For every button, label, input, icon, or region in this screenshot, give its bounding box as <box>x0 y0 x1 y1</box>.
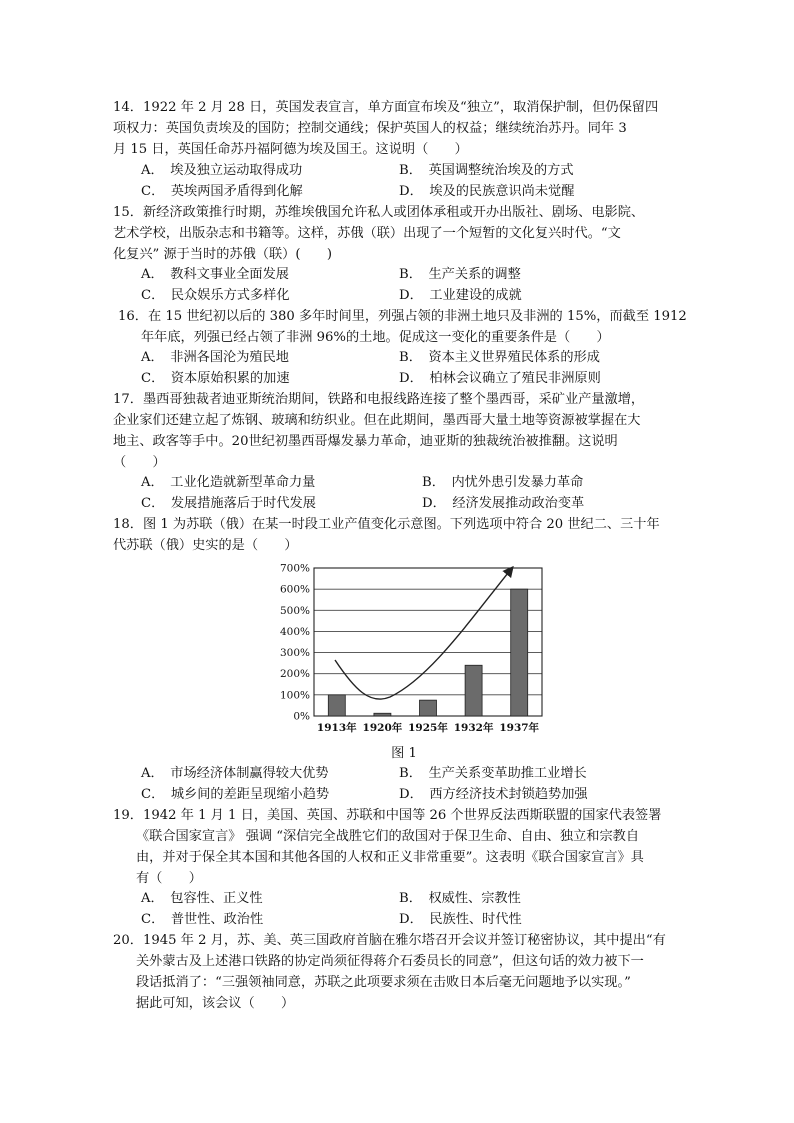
question-17 <box>113 389 683 473</box>
question-line: 14．1922 年 2 月 28 日，英国发表宣言，单方面宣布埃及“独立”，取消保护制，但仍保留四 <box>113 100 659 115</box>
x-tick-label: 1925年 <box>408 722 448 734</box>
bar <box>328 695 345 716</box>
plot-frame <box>314 568 542 716</box>
y-tick-label: 0% <box>293 710 310 723</box>
x-tick-label: 1937年 <box>499 722 540 734</box>
question-line: 企业家们还建立起了炼钢、玻璃和纺织业。但在此期间，墨西哥大量土地等资源被掌握在大 <box>113 413 641 428</box>
option-d[interactable]: D． 民族性、时代性 <box>399 912 522 927</box>
option-a[interactable]: A． 包容性、正义性 <box>141 891 263 906</box>
question-line: 年年底，列强已经占领了非洲 96%的土地。促成这一变化的重要条件是（ ） <box>141 330 610 345</box>
option-c[interactable]: C． 发展措施落后于时代发展 <box>141 496 316 511</box>
question-line: 18．图 1 为苏联（俄）在某一时段工业产值变化示意图。下列选项中符合 20 世纪二、三十年 <box>113 517 660 532</box>
question-18 <box>113 514 683 556</box>
figure-caption: 图 1 <box>391 746 417 761</box>
question-line: 段话抵消了：“三强领袖同意，苏联之此项要求须在击败日本后毫无问题地予以实现。” <box>136 975 631 990</box>
question-line: 20．1945 年 2 月，苏、美、英三国政府首脑在雅尔塔召开会议并签订秘密协议，其中提出“有 <box>113 933 666 948</box>
question-16 <box>118 306 688 348</box>
question-line: 地主、政客等手中。20世纪初墨西哥爆发暴力革命，迪亚斯的独裁统治被推翻。这说明 <box>113 434 618 449</box>
question-line: 化复兴” 源于当时的苏俄（联）( ) <box>113 247 333 262</box>
option-a[interactable]: A． 教科文事业全面发展 <box>141 267 289 282</box>
option-a[interactable]: A． 非洲各国沦为殖民地 <box>141 350 289 365</box>
question-15-options <box>141 264 681 306</box>
option-b[interactable]: B． 资本主义世界殖民体系的形成 <box>399 350 600 365</box>
y-tick-label: 100% <box>280 689 310 702</box>
x-tick-label: 1920年 <box>362 722 403 734</box>
question-line: 16．在 15 世纪初以后的 380 多年时间里，列强占领的非洲土地只及非洲的 15%，而截至 1912 <box>118 309 687 324</box>
question-20 <box>113 930 683 1014</box>
option-c[interactable]: C． 城乡间的差距呈现缩小趋势 <box>141 787 330 802</box>
trend-arrow <box>335 568 512 699</box>
option-b[interactable]: B． 内忧外患引发暴力革命 <box>422 475 584 490</box>
option-c[interactable]: C． 英埃两国矛盾得到化解 <box>141 184 303 199</box>
question-15 <box>113 202 683 265</box>
question-18-options <box>141 763 681 805</box>
question-line: （ ） <box>113 455 166 470</box>
option-c[interactable]: C． 普世性、政治性 <box>141 912 264 927</box>
option-c[interactable]: C． 民众娱乐方式多样化 <box>141 288 290 303</box>
question-16-options <box>141 347 681 389</box>
question-line: 项权力：英国负责埃及的国防；控制交通线；保护英国人的权益；继续统治苏丹。同年 3 <box>113 121 627 136</box>
question-line: 19．1942 年 1 月 1 日，美国、英国、苏联和中国等 26 个世界反法西斯联盟的国家代表签署 <box>113 808 662 823</box>
question-line: 有（ ） <box>136 871 202 886</box>
y-tick-label: 700% <box>280 562 310 575</box>
bar <box>374 713 391 716</box>
option-d[interactable]: D． 工业建设的成就 <box>399 288 522 303</box>
y-tick-label: 500% <box>280 604 310 617</box>
option-a[interactable]: A． 工业化造就新型革命力量 <box>141 475 316 490</box>
bar <box>511 589 528 716</box>
option-a[interactable]: A． 市场经济体制赢得较大优势 <box>141 766 329 781</box>
question-line: 据此可知，该会议（ ） <box>136 996 295 1011</box>
y-tick-label: 200% <box>280 668 310 681</box>
bar <box>420 700 437 716</box>
question-14-options <box>141 160 681 202</box>
option-d[interactable]: D． 经济发展推动政治变革 <box>422 496 585 511</box>
option-b[interactable]: B． 生产关系变革助推工业增长 <box>399 766 587 781</box>
option-d[interactable]: D． 埃及的民族意识尚未觉醒 <box>399 184 575 199</box>
x-tick-label: 1913年 <box>316 722 357 734</box>
question-line: 17．墨西哥独裁者迪亚斯统治期间，铁路和电报线路连接了整个墨西哥，采矿业产量激增， <box>113 392 645 407</box>
y-tick-label: 600% <box>280 583 310 596</box>
option-b[interactable]: B． 英国调整统治埃及的方式 <box>399 163 574 178</box>
question-line: 15．新经济政策推行时期，苏维埃俄国允许私人或团体承租或开办出版社、剧场、电影院、 <box>113 205 645 220</box>
option-b[interactable]: B． 生产关系的调整 <box>399 267 521 282</box>
question-line: 由，并对于保全其本国和其他各国的人权和正义非常重要”。这表明《联合国家宣言》具 <box>136 850 644 865</box>
question-line: 月 15 日，英国任命苏丹福阿德为埃及国王。这说明（ ） <box>113 142 468 157</box>
question-19 <box>113 805 683 889</box>
x-tick-label: 1932年 <box>453 722 494 734</box>
question-17-options <box>141 472 681 514</box>
industrial-output-chart <box>280 560 545 740</box>
option-d[interactable]: D． 柏林会议确立了殖民非洲原则 <box>399 371 601 386</box>
y-tick-label: 400% <box>280 625 310 638</box>
option-c[interactable]: C． 资本原始积累的加速 <box>141 371 290 386</box>
option-d[interactable]: D． 西方经济技术封锁趋势加强 <box>399 787 588 802</box>
option-b[interactable]: B． 权威性、宗教性 <box>399 891 521 906</box>
question-line: 《联合国家宣言》 强调 “深信完全战胜它们的敌国对于保卫生命、自由、独立和宗教自 <box>136 829 640 844</box>
y-tick-label: 300% <box>280 647 310 660</box>
question-line: 关外蒙古及上述港口铁路的协定尚须征得蒋介石委员长的同意”，但这句话的效力被下一 <box>136 954 644 969</box>
question-line: 艺术学校，出版杂志和书籍等。这样，苏俄（联）出现了一个短暂的文化复兴时代。“文 <box>113 226 621 241</box>
question-line: 代苏联（俄）史实的是（ ） <box>113 538 298 553</box>
option-a[interactable]: A． 埃及独立运动取得成功 <box>141 163 303 178</box>
bar <box>465 665 482 716</box>
question-14 <box>113 97 683 160</box>
question-19-options <box>141 888 681 930</box>
